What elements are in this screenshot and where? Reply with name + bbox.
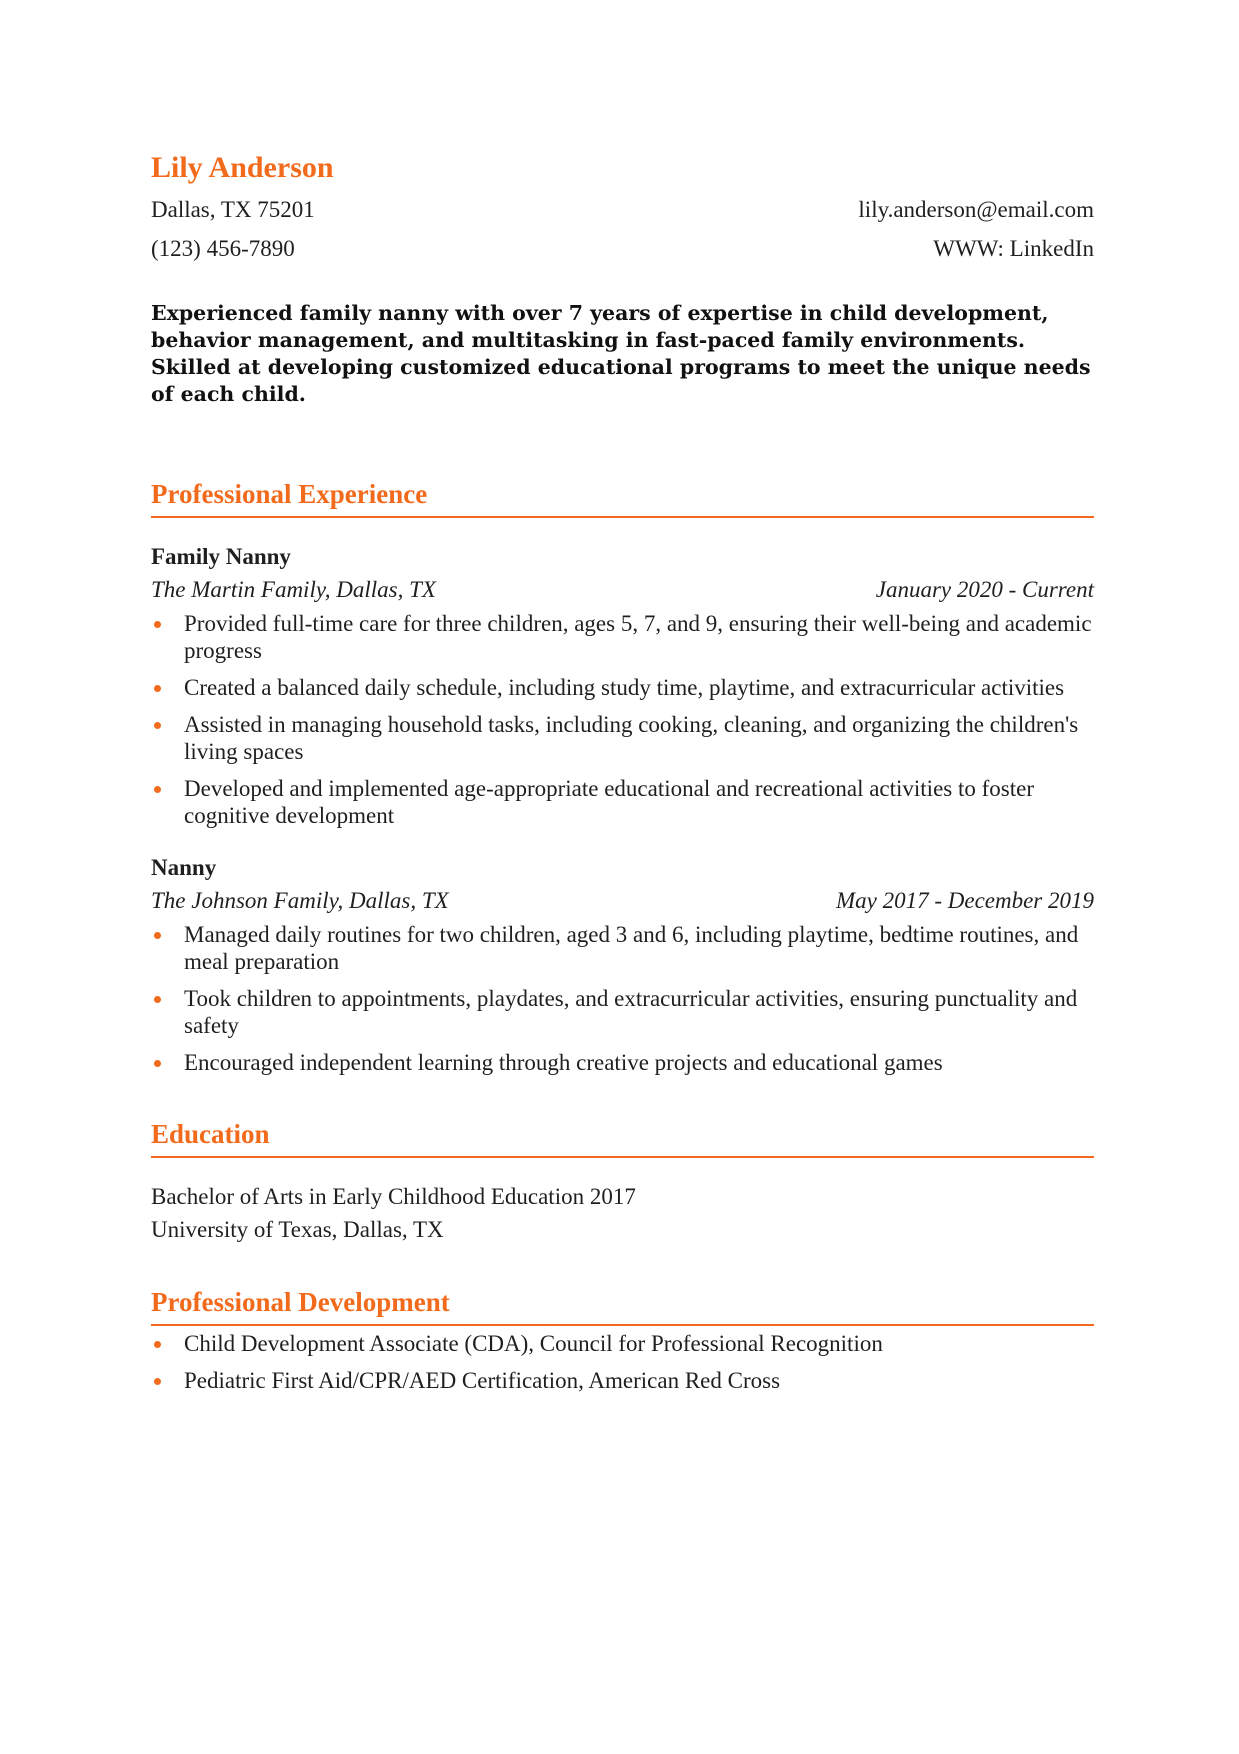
bullet-icon	[154, 786, 161, 793]
bullet-icon	[154, 621, 161, 628]
job-bullets	[151, 921, 1094, 1076]
website-link[interactable]: WWW: LinkedIn	[933, 236, 1094, 261]
bullet-text: Developed and implemented age-appropriate educational and recreational activities to foster cognitive development	[184, 776, 1034, 828]
bullet-icon	[154, 1060, 161, 1067]
bullet-icon	[154, 685, 161, 692]
summary: Experienced family nanny with over 7 years of expertise in child development, behavior management, and multitasking in fast-paced family environments. Skilled at developing customized educational programs to meet the unique needs of each child.	[151, 301, 1091, 406]
job-bullets	[151, 610, 1094, 829]
job-employer: The Johnson Family, Dallas, TX	[151, 888, 449, 913]
list-item	[151, 610, 1094, 664]
bullet-text: Encouraged independent learning through creative projects and educational games	[184, 1050, 943, 1075]
phone: (123) 456-7890	[151, 236, 295, 261]
job-employer: The Martin Family, Dallas, TX	[151, 577, 436, 602]
bullet-icon	[154, 1341, 161, 1348]
bullet-text: Provided full-time care for three children, ages 5, 7, and 9, ensuring their well-being and academic progress	[184, 611, 1092, 663]
job-meta	[151, 884, 1094, 917]
development-list	[151, 1330, 1094, 1394]
job-title: Nanny	[151, 855, 217, 880]
candidate-name: Lily Anderson	[151, 151, 334, 184]
job-dates: May 2017 - December 2019	[835, 888, 1094, 913]
bullet-text: Took children to appointments, playdates, and extracurricular activities, ensuring punctuality and safety	[184, 986, 1078, 1038]
list-item	[151, 775, 1094, 829]
bullet-text: Managed daily routines for two children, aged 3 and 6, including playtime, bedtime routines, and meal preparation	[184, 922, 1079, 974]
bullet-text: Assisted in managing household tasks, including cooking, cleaning, and organizing the children's living spaces	[184, 712, 1079, 764]
bullet-icon	[154, 1378, 161, 1385]
degree: Bachelor of Arts in Early Childhood Education 2017	[151, 1184, 636, 1209]
bullet-icon	[154, 722, 161, 729]
section-title-education: Education	[151, 1116, 1094, 1158]
resume-page	[151, 148, 1094, 1404]
list-item	[151, 921, 1094, 975]
bullet-text: Created a balanced daily schedule, including study time, playtime, and extracurricular activities	[184, 675, 1065, 700]
bullet-text: Pediatric First Aid/CPR/AED Certification, American Red Cross	[184, 1368, 781, 1393]
job-entry	[151, 540, 1094, 829]
job-title: Family Nanny	[151, 544, 291, 569]
list-item	[151, 1367, 1094, 1394]
location: Dallas, TX 75201	[151, 197, 315, 222]
list-item	[151, 1049, 1094, 1076]
contact-row-1	[151, 190, 1094, 229]
education-entry	[151, 1180, 1094, 1246]
bullet-text: Child Development Associate (CDA), Council for Professional Recognition	[184, 1331, 883, 1356]
list-item	[151, 711, 1094, 765]
email: lily.anderson@email.com	[858, 197, 1094, 222]
list-item	[151, 985, 1094, 1039]
job-entry	[151, 851, 1094, 1076]
list-item	[151, 674, 1094, 701]
list-item	[151, 1330, 1094, 1357]
bullet-icon	[154, 996, 161, 1003]
contact-row-2	[151, 229, 1094, 268]
section-title-experience: Professional Experience	[151, 476, 1094, 518]
section-title-development: Professional Development	[151, 1284, 1094, 1326]
bullet-icon	[154, 932, 161, 939]
job-meta	[151, 573, 1094, 606]
school: University of Texas, Dallas, TX	[151, 1217, 444, 1242]
job-dates: January 2020 - Current	[875, 577, 1094, 602]
